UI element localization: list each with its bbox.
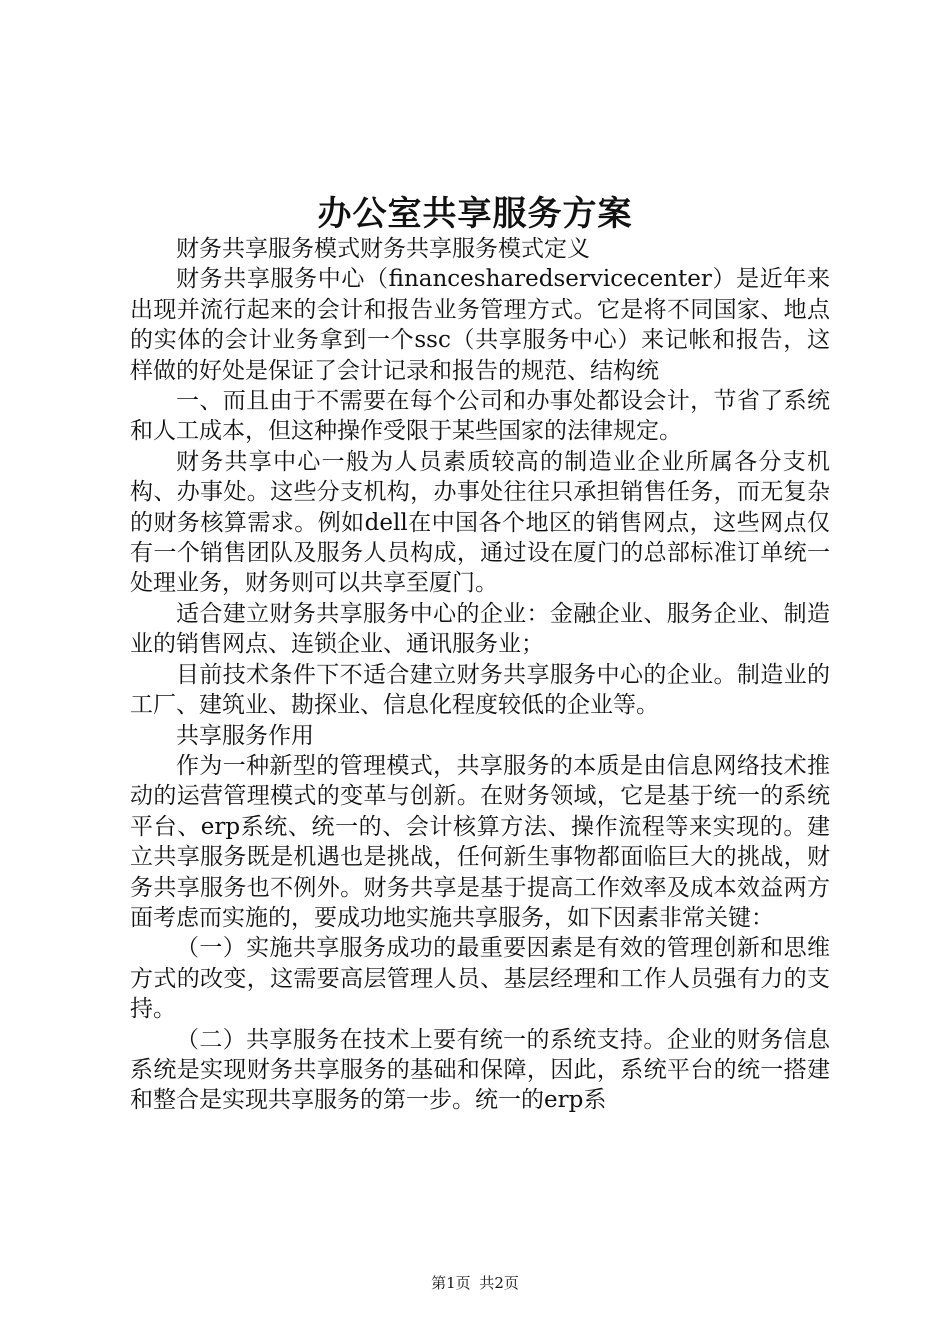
paragraph-6: 目前技术条件下不适合建立财务共享服务中心的企业。制造业的工厂、建筑业、勘探业、信息化程度较低的企业等。	[130, 661, 830, 719]
paragraph-5: 适合建立财务共享服务中心的企业：金融企业、服务企业、制造业的销售网点、连锁企业、通讯服务业；	[130, 600, 830, 658]
paragraph-2: 财务共享服务中心（financesharedservicecenter）是近年来出现并流行起来的会计和报告业务管理方式。它是将不同国家、地点的实体的会计业务拿到一个ssc（共享服务中心）来记帐和报告，这样做的好处是保证了会计记录和报告的规范、结构统	[130, 266, 830, 384]
paragraph-1: 财务共享服务模式财务共享服务模式定义	[176, 236, 590, 262]
paragraph-3: 一、而且由于不需要在每个公司和办事处都设会计，节省了系统和人工成本，但这种操作受限于某些国家的法律规定。	[130, 388, 830, 445]
paragraph-4: 财务共享中心一般为人员素质较高的制造业企业所属各分支机构、办事处。这些分支机构，办事处往往只承担销售任务，而无复杂的财务核算需求。例如dell在中国各个地区的销售网点，这些网点仅有一个销售团队及服务人员构成，通过设在厦门的总部标准订单统一处理业务，财务则可以共享至厦门。	[130, 448, 830, 597]
paragraph-7: 共享服务作用	[176, 722, 314, 749]
document-title: 办公室共享服务方案	[317, 194, 633, 234]
document-body	[130, 234, 830, 1116]
paragraph-9: （一）实施共享服务成功的最重要因素是有效的管理创新和思维方式的改变，这需要高层管理人员、基层经理和工作人员强有力的支持。	[130, 935, 830, 1023]
paragraph-10: （二）共享服务在技术上要有统一的系统支持。企业的财务信息系统是实现财务共享服务的基础和保障，因此，系统平台的统一搭建和整合是实现共享服务的第一步。统一的erp系	[130, 1026, 830, 1114]
page-total: 共2页	[479, 1274, 519, 1292]
page-number: 第1页	[431, 1274, 471, 1292]
page-footer	[0, 1272, 950, 1293]
paragraph-8: 作为一种新型的管理模式，共享服务的本质是由信息网络技术推动的运营管理模式的变革与创新。在财务领域，它是基于统一的系统平台、erp系统、统一的、会计核算方法、操作流程等来实现的。建立共享服务既是机遇也是挑战，任何新生事物都面临巨大的挑战，财务共享服务也不例外。财务共享是基于提高工作效率及成本效益两方面考虑而实施的，要成功地实施共享服务，如下因素非常关键：	[130, 752, 830, 931]
